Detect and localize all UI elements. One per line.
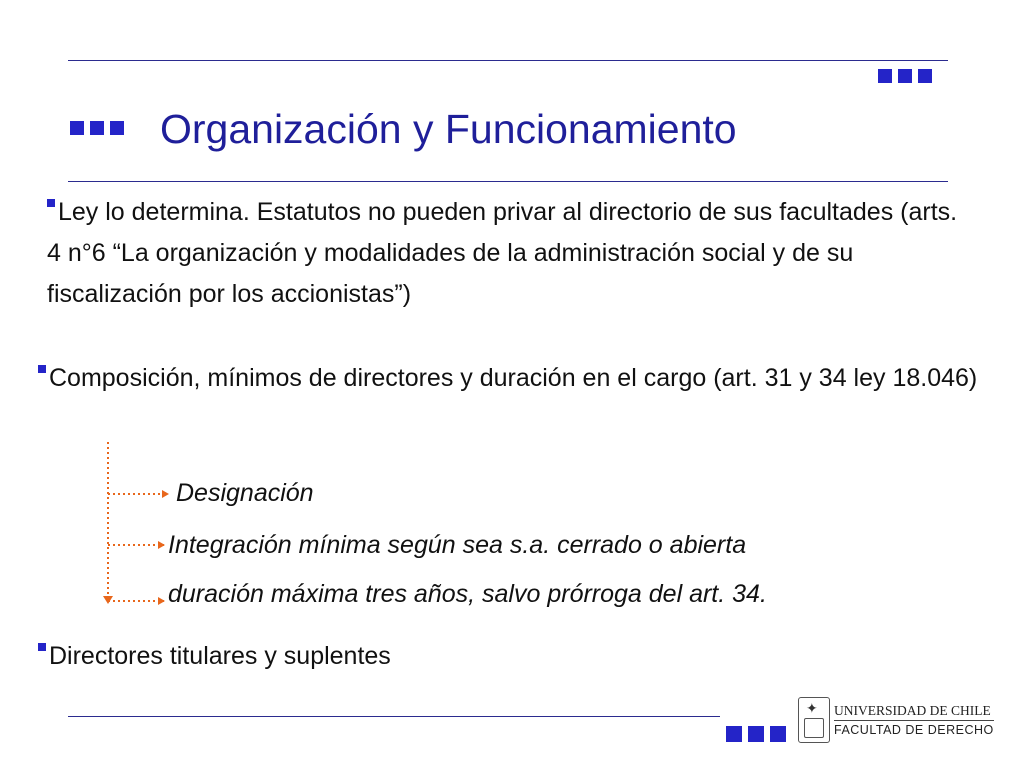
bullet-item bbox=[38, 358, 998, 399]
title-divider bbox=[68, 181, 948, 182]
arrow-down-head bbox=[103, 596, 113, 604]
bullet-text: Composición, mínimos de directores y duración en el cargo (art. 31 y 34 ley 18.046) bbox=[49, 364, 978, 392]
footer-squares-decoration bbox=[726, 726, 786, 742]
slide-title: Organización y Funcionamiento bbox=[160, 106, 737, 152]
university-seal-icon bbox=[798, 697, 830, 743]
top-divider bbox=[68, 60, 948, 61]
sub-item-duracion: duración máxima tres años, salvo prórroga del art. 34. bbox=[168, 580, 767, 608]
university-logo bbox=[798, 696, 996, 744]
corner-squares-decoration bbox=[878, 69, 932, 83]
logo-faculty-name: FACULTAD DE DERECHO bbox=[834, 720, 994, 737]
bullet-marker-icon bbox=[38, 365, 46, 373]
bullet-item bbox=[38, 636, 738, 677]
sub-item-integracion: Integración mínima según sea s.a. cerrado o abierta bbox=[168, 531, 747, 559]
logo-university-name: UNIVERSIDAD DE CHILE bbox=[834, 702, 991, 718]
bullet-marker-icon bbox=[38, 643, 46, 651]
bullet-item bbox=[47, 192, 977, 315]
title-squares-decoration bbox=[70, 121, 124, 135]
bullet-text: Directores titulares y suplentes bbox=[49, 642, 391, 670]
bottom-divider bbox=[68, 716, 720, 717]
bullet-text: Ley lo determina. Estatutos no pueden privar al directorio de sus facultades (arts. 4 n°6 “La organización y modalidades de la administración social y de su fiscalización por los accionistas”) bbox=[47, 198, 958, 308]
sub-item-designacion: Designación bbox=[176, 479, 314, 507]
bullet-marker-icon bbox=[47, 199, 55, 207]
